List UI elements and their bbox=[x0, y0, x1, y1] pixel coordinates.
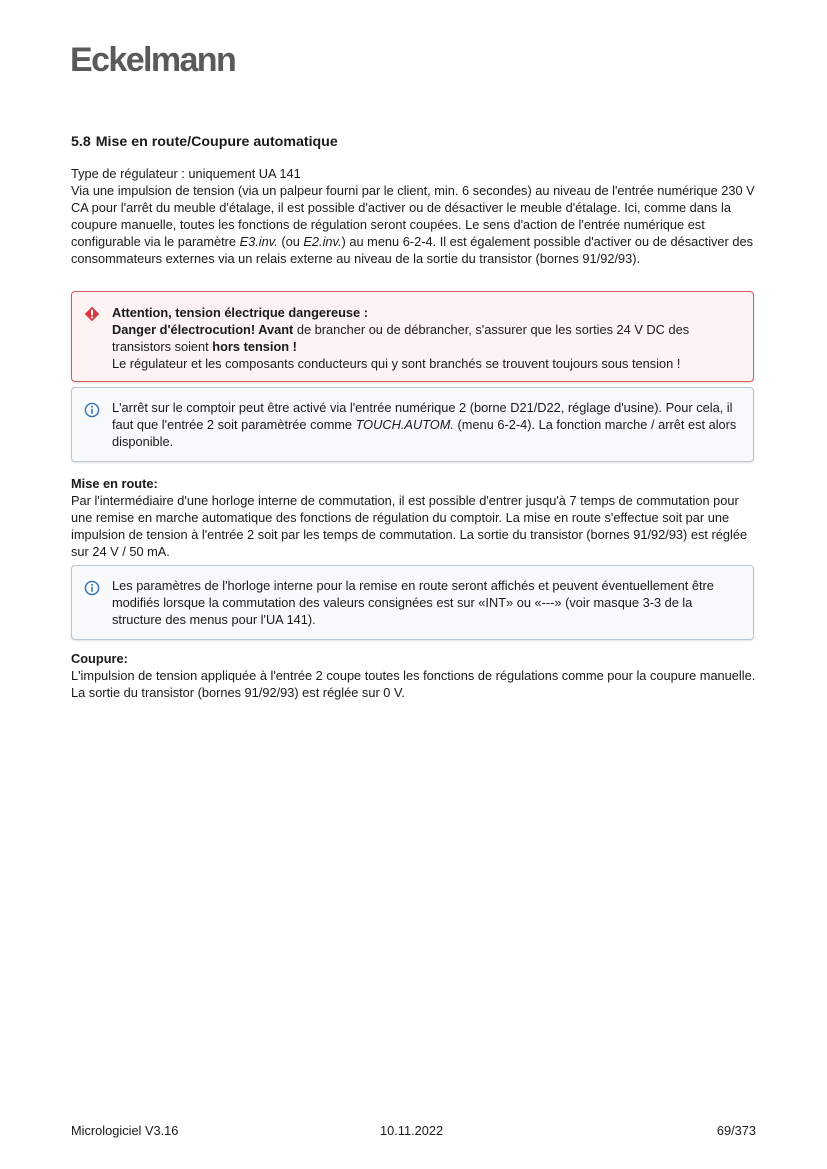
danger-text2: Le régulateur et les composants conducteurs qui y sont branchés se trouvent toujours sous tension ! bbox=[112, 356, 681, 371]
info-circle-icon bbox=[84, 402, 100, 418]
mise-en-route-text: Par l'intermédiaire d'une horloge interne de commutation, il est possible d'entrer jusqu'à 7 temps de commutation pour une remise en marche automatique des fonctions de régulation du comptoir. La mise en route s'effectue soit par une impulsion de tension à l'entrée 2 soit par les temps de commutation. La sortie du transistor (bornes 91/92/93) est réglée sur 24 V / 50 mA. bbox=[71, 493, 748, 559]
footer-firmware-version: Micrologiciel V3.16 bbox=[71, 1123, 179, 1138]
param-e3-inv: E3.inv. bbox=[239, 234, 278, 249]
danger-text1: de brancher ou de débrancher, s'assurer que les sorties 24 V DC des transistors soient bbox=[112, 322, 690, 354]
info1-text-a: L'arrêt sur le comptoir peut être activé via l'entrée numérique 2 (borne D21/D22, réglage d'usine). Pour cela, il faut que l'entrée 2 soit paramètrée comme bbox=[112, 400, 733, 432]
danger-title: Attention, tension électrique dangereuse : bbox=[112, 305, 368, 320]
info1-text-b: (menu 6-2-4). La fonction marche / arrêt est alors disponible. bbox=[112, 417, 737, 449]
section-number: 5.8 bbox=[71, 134, 91, 150]
coupure-text: L'impulsion de tension appliquée à l'entrée 2 coupe toutes les fonctions de régulations comme pour la coupure manuelle. La sortie du transistor (bornes 91/92/93) est réglée sur 0 V. bbox=[71, 668, 756, 700]
danger-strong1: Danger d'électrocution! Avant bbox=[112, 322, 294, 337]
eckelmann-logo: Eckelmann bbox=[70, 41, 236, 79]
intro-paragraph bbox=[71, 165, 759, 267]
param-e2-inv: E2.inv. bbox=[303, 234, 342, 249]
info-notice-touch-autom bbox=[71, 387, 754, 462]
section-title bbox=[71, 133, 338, 151]
footer-date: 10.11.2022 bbox=[380, 1123, 444, 1138]
info-notice-horloge bbox=[71, 565, 754, 640]
intro-text-c: ) au menu 6-2-4. Il est également possible d'activer ou de désactiver des consommateurs externes via un relais externe au niveau de la sortie du transistor (bornes 91/92/93). bbox=[71, 234, 754, 266]
info-circle-icon bbox=[84, 580, 100, 596]
page-footer bbox=[71, 1122, 756, 1140]
warning-diamond-icon bbox=[84, 306, 100, 322]
danger-strong2: hors tension ! bbox=[212, 339, 297, 354]
param-touch-autom: TOUCH.AUTOM. bbox=[355, 417, 454, 432]
info2-text: Les paramètres de l'horloge interne pour la remise en route seront affichés et peuvent éventuellement être modifiés lorsque la commutation des valeurs consignées est sur «INT» ou «---» (voir masque 3-3 de la structure des menus pour l'UA 141). bbox=[112, 578, 714, 627]
coupure-section bbox=[71, 650, 759, 701]
danger-text bbox=[112, 304, 743, 372]
intro-line1: Type de régulateur : uniquement UA 141 bbox=[71, 166, 301, 181]
intro-text-b: (ou bbox=[277, 234, 304, 249]
mise-en-route-section bbox=[71, 475, 759, 560]
section-title-text: Mise en route/Coupure automatique bbox=[95, 134, 338, 150]
footer-page-number: 69/373 bbox=[716, 1123, 756, 1138]
info1-text bbox=[112, 399, 743, 450]
mise-en-route-heading: Mise en route: bbox=[71, 476, 158, 491]
coupure-heading: Coupure: bbox=[71, 651, 128, 666]
danger-notice bbox=[71, 291, 754, 382]
intro-text-a: Via une impulsion de tension (via un palpeur fourni par le client, min. 6 secondes) au niveau de l'entrée numérique 230 V CA pour l'arrêt du meuble d'étalage, il est possible d'activer ou de désactiver le meuble d'étalage. Ici, comme dans la coupure manuelle, toutes les fonctions de régulation seront coupées. Le sens d'action de l'entrée numérique est configurable via le paramètre bbox=[71, 183, 755, 249]
